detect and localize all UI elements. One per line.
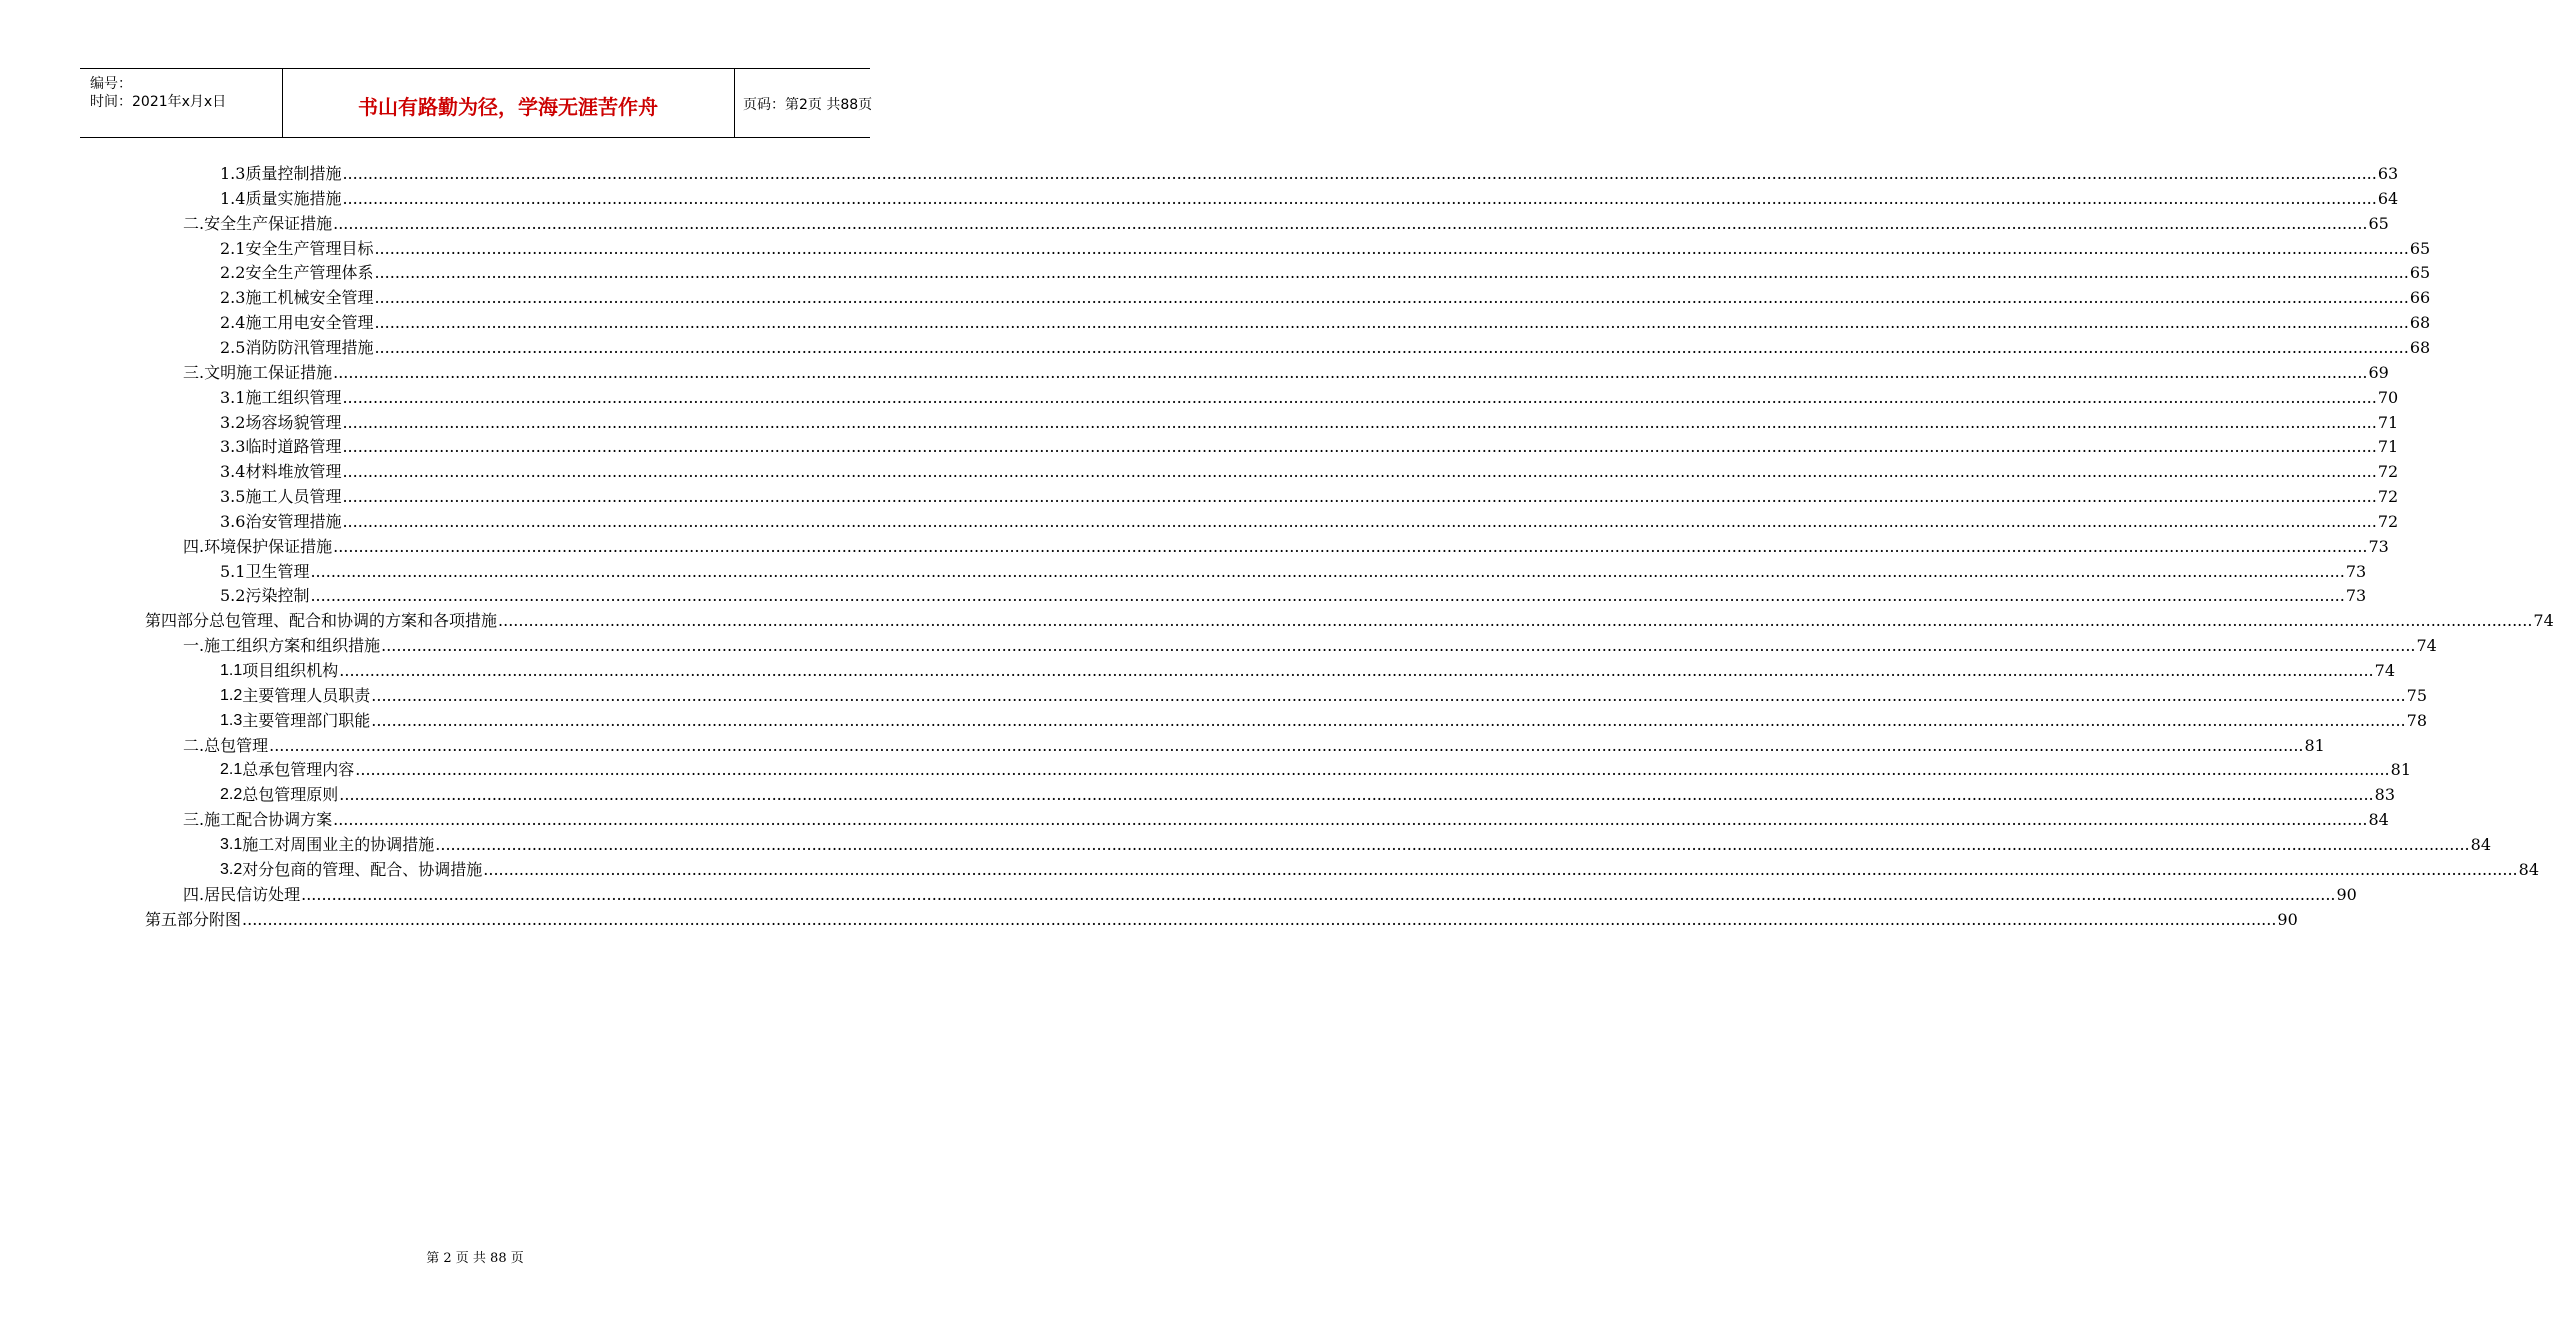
toc-entry-title: 场容场貌管理 xyxy=(245,412,342,432)
toc-entry-page: 74 xyxy=(2374,661,2395,680)
toc-leader-dots: ................................................................................................................................................................................................................................................................................................................................................................................................................ xyxy=(333,810,2368,830)
toc-entry[interactable] xyxy=(220,756,2411,780)
page-footer: 第 2 页 共 88 页 xyxy=(426,1251,524,1266)
toc-entry[interactable] xyxy=(220,558,2367,582)
toc-leader-dots: ................................................................................................................................................................................................................................................................................................................................................................................................................ xyxy=(342,487,2377,507)
toc-entry-number: 1.1 xyxy=(220,662,243,679)
toc-leader-dots: ................................................................................................................................................................................................................................................................................................................................................................................................................ xyxy=(342,412,2377,432)
toc-entry-number: 二. xyxy=(183,213,205,233)
toc-entry-number: 3.2 xyxy=(220,412,246,432)
toc-entry-page: 75 xyxy=(2406,685,2427,705)
toc-entry-number: 3.2 xyxy=(220,860,243,878)
toc-entry-page: 73 xyxy=(2345,586,2367,606)
document-time-label: 时间：2021年x月x日 xyxy=(90,94,227,110)
toc-leader-dots: ................................................................................................................................................................................................................................................................................................................................................................................................................ xyxy=(374,263,2409,283)
toc-entry-number: 2.1 xyxy=(220,761,243,779)
header-meta-cell xyxy=(80,69,283,137)
toc-entry[interactable] xyxy=(183,732,2325,756)
toc-entry[interactable] xyxy=(183,359,2389,383)
toc-entry-title: 质量控制措施 xyxy=(245,164,342,183)
toc-leader-dots: ................................................................................................................................................................................................................................................................................................................................................................................................................ xyxy=(374,313,2409,333)
toc-entry-number: 2.4 xyxy=(220,313,246,333)
toc-entry-number: 2.1 xyxy=(220,238,246,258)
toc-leader-dots: ................................................................................................................................................................................................................................................................................................................................................................................................................ xyxy=(301,884,2336,904)
toc-entry-title: 居民信访处理 xyxy=(204,884,301,904)
toc-entry-page: 84 xyxy=(2470,834,2491,854)
toc-leader-dots: ................................................................................................................................................................................................................................................................................................................................................................................................................ xyxy=(342,462,2377,482)
toc-entry-number: 1.3 xyxy=(220,164,246,183)
toc-entry-page: 83 xyxy=(2374,785,2395,805)
toc-entry[interactable] xyxy=(220,508,2399,532)
toc-entry[interactable] xyxy=(220,433,2399,457)
toc-entry-page: 84 xyxy=(2368,810,2389,830)
toc-entry[interactable] xyxy=(220,856,2539,880)
toc-entry-number: 三. xyxy=(183,810,205,830)
toc-leader-dots: ................................................................................................................................................................................................................................................................................................................................................................................................................ xyxy=(342,387,2377,407)
toc-entry-page: 71 xyxy=(2377,437,2399,457)
toc-entry[interactable] xyxy=(183,632,2437,656)
toc-leader-dots: ................................................................................................................................................................................................................................................................................................................................................................................................................ xyxy=(371,710,2406,730)
toc-entry-page: 84 xyxy=(2518,859,2539,879)
toc-entry-number: 第四部分 xyxy=(145,611,210,631)
toc-leader-dots: ................................................................................................................................................................................................................................................................................................................................................................................................................ xyxy=(371,685,2406,705)
toc-leader-dots: ................................................................................................................................................................................................................................................................................................................................................................................................................ xyxy=(339,661,2374,680)
header-page-info: 页码：第2页 共88页 xyxy=(743,97,873,113)
toc-entry-page: 90 xyxy=(2277,909,2298,929)
toc-leader-dots: ................................................................................................................................................................................................................................................................................................................................................................................................................ xyxy=(374,337,2409,357)
toc-entry[interactable] xyxy=(220,657,2395,681)
toc-leader-dots: ................................................................................................................................................................................................................................................................................................................................................................................................................ xyxy=(269,735,2304,755)
toc-entry-page: 68 xyxy=(2409,337,2431,357)
toc-entry[interactable] xyxy=(220,334,2431,358)
toc-entry-title: 施工配合协调方案 xyxy=(204,810,333,830)
toc-entry-number: 3.3 xyxy=(220,437,246,457)
toc-entry-number: 第五部分 xyxy=(145,909,210,929)
toc-entry[interactable] xyxy=(145,607,2554,631)
toc-entry-page: 69 xyxy=(2368,362,2389,382)
toc-leader-dots: ................................................................................................................................................................................................................................................................................................................................................................................................................ xyxy=(483,859,2518,879)
toc-leader-dots: ................................................................................................................................................................................................................................................................................................................................................................................................................ xyxy=(342,437,2377,457)
toc-entry-title: 总包管理原则 xyxy=(242,785,339,805)
toc-entry-title: 项目组织机构 xyxy=(242,661,339,680)
toc-leader-dots: ................................................................................................................................................................................................................................................................................................................................................................................................................ xyxy=(333,362,2368,382)
toc-entry[interactable] xyxy=(220,483,2399,507)
toc-entry-page: 73 xyxy=(2345,561,2367,581)
toc-entry-title: 消防防汛管理措施 xyxy=(245,337,374,357)
toc-entry[interactable] xyxy=(220,582,2367,606)
toc-leader-dots: ................................................................................................................................................................................................................................................................................................................................................................................................................ xyxy=(333,536,2368,556)
toc-entry-title: 总包管理 xyxy=(204,735,269,755)
toc-entry[interactable] xyxy=(183,210,2389,234)
toc-leader-dots: ................................................................................................................................................................................................................................................................................................................................................................................................................ xyxy=(310,561,2345,581)
toc-entry-page: 63 xyxy=(2377,164,2399,183)
toc-entry-title: 施工机械安全管理 xyxy=(245,288,374,308)
toc-entry-page: 74 xyxy=(2533,611,2554,631)
toc-entry-title: 施工人员管理 xyxy=(245,487,342,507)
toc-entry[interactable] xyxy=(220,160,2399,184)
toc-leader-dots: ................................................................................................................................................................................................................................................................................................................................................................................................................ xyxy=(342,164,2377,183)
toc-entry-page: 70 xyxy=(2377,387,2399,407)
header-page-cell xyxy=(735,69,873,137)
toc-entry[interactable] xyxy=(220,458,2399,482)
toc-entry-title: 污染控制 xyxy=(245,586,310,606)
toc-leader-dots: ................................................................................................................................................................................................................................................................................................................................................................................................................ xyxy=(310,586,2345,606)
toc-entry-number: 2.3 xyxy=(220,288,246,308)
toc-entry-title: 施工用电安全管理 xyxy=(245,313,374,333)
toc-entry[interactable] xyxy=(220,259,2431,283)
toc-entry-number: 2.5 xyxy=(220,337,246,357)
toc-entry-page: 64 xyxy=(2377,188,2399,208)
toc-entry-page: 73 xyxy=(2368,536,2389,556)
toc-entry-number: 3.4 xyxy=(220,462,246,482)
toc-entry-title: 环境保护保证措施 xyxy=(204,536,333,556)
toc-leader-dots: ................................................................................................................................................................................................................................................................................................................................................................................................................ xyxy=(435,834,2470,854)
toc-entry-page: 81 xyxy=(2390,760,2411,780)
toc-leader-dots: ................................................................................................................................................................................................................................................................................................................................................................................................................ xyxy=(498,611,2533,631)
toc-entry-page: 65 xyxy=(2409,263,2431,283)
toc-entry-page: 71 xyxy=(2377,412,2399,432)
toc-entry[interactable] xyxy=(220,185,2399,209)
toc-entry-title: 主要管理部门职能 xyxy=(242,710,371,730)
toc-entry-number: 一. xyxy=(183,636,205,656)
toc-entry-number: 1.4 xyxy=(220,188,246,208)
toc-entry-number: 2.2 xyxy=(220,263,246,283)
toc-entry[interactable] xyxy=(220,781,2395,805)
toc-leader-dots: ................................................................................................................................................................................................................................................................................................................................................................................................................ xyxy=(339,785,2374,805)
toc-entry-number: 三. xyxy=(183,362,205,382)
toc-entry[interactable] xyxy=(183,806,2389,830)
toc-entry-number: 3.1 xyxy=(220,387,246,407)
toc-leader-dots: ................................................................................................................................................................................................................................................................................................................................................................................................................ xyxy=(342,511,2377,531)
toc-entry[interactable] xyxy=(183,533,2389,557)
toc-leader-dots: ................................................................................................................................................................................................................................................................................................................................................................................................................ xyxy=(242,909,2277,929)
toc-entry-number: 1.2 xyxy=(220,686,243,704)
toc-entry[interactable] xyxy=(220,409,2399,433)
toc-leader-dots: ................................................................................................................................................................................................................................................................................................................................................................................................................ xyxy=(333,213,2368,233)
toc-entry[interactable] xyxy=(220,235,2431,259)
toc-entry-page: 66 xyxy=(2409,288,2431,308)
toc-entry-title: 施工组织管理 xyxy=(245,387,342,407)
toc-entry-title: 主要管理人员职责 xyxy=(242,685,371,705)
toc-entry-title: 临时道路管理 xyxy=(245,437,342,457)
toc-leader-dots: ................................................................................................................................................................................................................................................................................................................................................................................................................ xyxy=(374,288,2409,308)
toc-entry-number: 1.3 xyxy=(220,711,243,729)
toc-entry[interactable] xyxy=(145,906,2298,930)
toc-entry[interactable] xyxy=(220,384,2399,408)
toc-entry[interactable] xyxy=(220,831,2491,855)
toc-entry-title: 治安管理措施 xyxy=(245,511,342,531)
toc-leader-dots: ................................................................................................................................................................................................................................................................................................................................................................................................................ xyxy=(381,636,2416,656)
toc-entry-title: 施工组织方案和组织措施 xyxy=(204,636,381,656)
toc-entry-page: 78 xyxy=(2406,710,2427,730)
header-motto-cell xyxy=(282,69,735,137)
toc-entry-title: 文明施工保证措施 xyxy=(204,362,333,382)
toc-entry-title: 总包管理、配合和协调的方案和各项措施 xyxy=(209,611,498,631)
toc-entry-title: 对分包商的管理、配合、协调措施 xyxy=(242,859,483,879)
toc-entry-title: 安全生产管理目标 xyxy=(245,238,374,258)
toc-entry-title: 总承包管理内容 xyxy=(242,760,355,780)
toc-entry-title: 卫生管理 xyxy=(245,561,310,581)
toc-entry[interactable] xyxy=(183,881,2357,905)
toc-entry-page: 81 xyxy=(2304,735,2325,755)
document-number-label: 编号： xyxy=(90,76,132,92)
toc-entry-number: 四. xyxy=(183,536,205,556)
header-motto: 书山有路勤为径，学海无涯苦作舟 xyxy=(358,95,658,119)
page-header xyxy=(80,68,873,138)
toc-entry-number: 5.2 xyxy=(220,586,246,606)
toc-entry-number: 5.1 xyxy=(220,561,246,581)
toc-entry-title: 施工对周围业主的协调措施 xyxy=(242,834,435,854)
toc-entry-title: 质量实施措施 xyxy=(245,188,342,208)
toc-entry-page: 72 xyxy=(2377,462,2399,482)
toc-entry[interactable] xyxy=(220,707,2427,731)
toc-entry-title: 附图 xyxy=(209,909,242,929)
toc-leader-dots: ................................................................................................................................................................................................................................................................................................................................................................................................................ xyxy=(355,760,2390,780)
toc-entry-page: 68 xyxy=(2409,313,2431,333)
toc-leader-dots: ................................................................................................................................................................................................................................................................................................................................................................................................................ xyxy=(374,238,2409,258)
toc-entry-number: 3.5 xyxy=(220,487,246,507)
toc-entry-title: 安全生产保证措施 xyxy=(204,213,333,233)
toc-entry[interactable] xyxy=(220,682,2427,706)
toc-entry-number: 3.6 xyxy=(220,511,246,531)
toc-entry-page: 65 xyxy=(2368,213,2389,233)
toc-entry-number: 2.2 xyxy=(220,786,243,804)
toc-entry-page: 72 xyxy=(2377,511,2399,531)
toc-entry-title: 材料堆放管理 xyxy=(245,462,342,482)
toc-entry[interactable] xyxy=(220,309,2431,333)
toc-entry[interactable] xyxy=(220,284,2431,308)
toc-entry-number: 四. xyxy=(183,884,205,904)
toc-entry-number: 3.1 xyxy=(220,835,243,853)
toc-entry-number: 二. xyxy=(183,735,205,755)
toc-leader-dots: ................................................................................................................................................................................................................................................................................................................................................................................................................ xyxy=(342,188,2377,208)
toc-entry-page: 74 xyxy=(2416,636,2437,656)
toc-entry-title: 安全生产管理体系 xyxy=(245,263,374,283)
toc-entry-page: 90 xyxy=(2336,884,2357,904)
toc-entry-page: 65 xyxy=(2409,238,2431,258)
toc-entry-page: 72 xyxy=(2377,487,2399,507)
